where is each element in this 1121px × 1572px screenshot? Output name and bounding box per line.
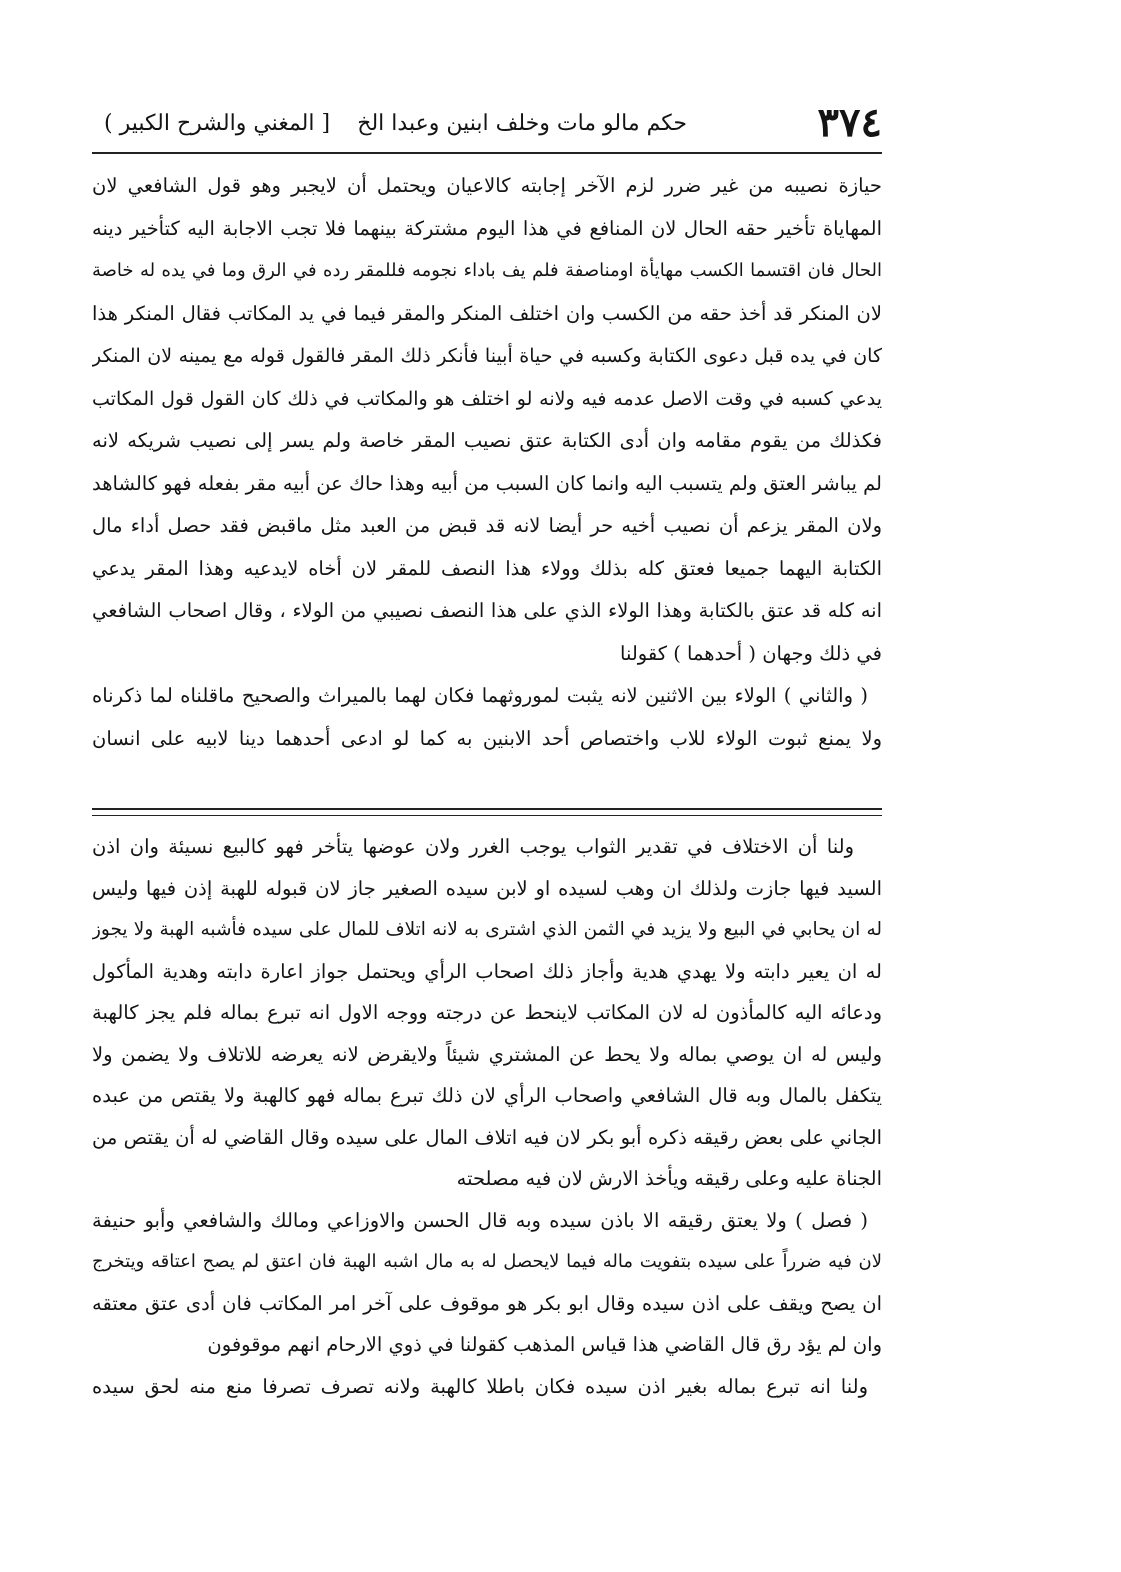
book-title: [ المغني والشرح الكبير ) xyxy=(104,111,331,136)
text-line: له ان يحابي في البيع ولا يزيد في الثمن الذي اشترى به لانه اتلاف للمال على سيده فأشبه الهبة ولا يجوز xyxy=(92,919,882,940)
text-line: ( والثاني ) الولاء بين الاثنين لانه يثبت لموروثهما فكان لهما بالميراث والصحيح ماقلناه لما ذكرناه xyxy=(92,684,868,707)
text-line: فكذلك من يقوم مقامه وان أدى الكتابة عتق نصيب المقر خاصة ولم يسر إلى نصيب شريكه لانه xyxy=(92,429,882,452)
text-line: ولنا انه تبرع بماله بغير اذن سيده فكان باطلا كالهبة ولانه تصرف تصرفا منع منه لحق سيده xyxy=(92,1374,868,1398)
text-line: انه كله قد عتق بالكتابة وهذا الولاء الذي على هذا النصف نصيبي من الولاء ، وقال اصحاب الشافعي xyxy=(92,599,882,622)
text-line: الكتابة اليهما جميعا فعتق كله بذلك وولاء هذا النصف للمقر لان أخاه لايدعيه وهذا المقر يدعي xyxy=(92,556,882,580)
text-line: له ان يعير دابته ولا يهدي هدية وأجاز ذلك اصحاب الرأي ويحتمل جواز اعارة دابته وهدية المأكول xyxy=(92,959,882,983)
text-line: الجناة عليه وعلى رقيقه ويأخذ الارش لان فيه مصلحته xyxy=(456,1167,882,1190)
text-line: كان في يده قبل دعوى الكتابة وكسبه في حياة أبينا فأنكر ذلك المقر فالقول قوله مع يمينه لان المنكر xyxy=(92,345,882,367)
text-line: ولنا أن الاختلاف في تقدير الثواب يوجب الغرر ولان عوضها يتأخر فهو كالبيع نسيئة وان اذن xyxy=(92,835,854,858)
text-line: حيازة نصيبه من غير ضرر لزم الآخر إجابته كالاعيان ويحتمل أن لايجبر وهو قول الشافعي لان xyxy=(92,174,882,197)
text-line: لان المنكر قد أخذ حقه من الكسب وان اختلف المنكر والمقر فيما في يد المكاتب فقال المنكر هذا xyxy=(92,301,882,325)
running-title: حكم مالو مات وخلف ابنين وعبدا الخ xyxy=(357,111,687,136)
text-line: ولان المقر يزعم أن نصيب أخيه حر أيضا لانه قد قبض من العبد مثل ماقبض فقد حصل أداء مال xyxy=(92,514,882,537)
page-number: ٣٧٤ xyxy=(817,99,882,146)
text-line: ودعائه اليه كالمأذون له لان المكاتب لاينحط عن درجته ووجه الاول انه تبرع بماله فلم يجز كالهبة xyxy=(92,1001,882,1024)
text-line: يدعي كسبه في وقت الاصل عدمه فيه ولانه لو اختلف هو والمكاتب في ذلك كان القول قول المكاتب xyxy=(92,387,882,410)
header-rule xyxy=(92,152,882,154)
main-text xyxy=(92,165,882,760)
section-divider xyxy=(92,808,882,816)
text-line: لم يباشر العتق ولم يتسبب اليه وانما كان السبب من أبيه وهذا حاك عن أبيه مقر بفعله فهو كالشاهد xyxy=(92,471,882,495)
text-line: يتكفل بالمال وبه قال الشافعي واصحاب الرأي لان ذلك تبرع بماله فهو كالهبة ولا يقتص من عبده xyxy=(92,1084,882,1107)
text-line: ان يصح ويقف على اذن سيده وقال ابو بكر هو موقوف على آخر امر المكاتب فان أدى عتق معتقه xyxy=(92,1291,882,1315)
text-line: وان لم يؤد رق قال القاضي هذا قياس المذهب كقولنا في ذوي الارحام انهم موقوفون xyxy=(207,1333,882,1356)
text-line: المهاياة تأخير حقه الحال لان المنافع في هذا اليوم مشتركة بينهما فلا تجب الاجابة اليه كتأخير دينه xyxy=(92,216,882,240)
page-header xyxy=(92,98,882,148)
text-line: ولا يمنع ثبوت الولاء للاب واختصاص أحد الابنين به كما لو ادعى أحدهما دينا لابيه على انسان xyxy=(92,726,882,750)
text-line: وليس له ان يوصي بماله ولا يحط عن المشتري شيئاً ولايقرض لانه يعرضه للاتلاف ولا يضمن ولا xyxy=(92,1042,882,1066)
text-line: الحال فان اقتسما الكسب مهايأة اومناصفة فلم يف باداء نجومه فللمقر رده في الرق وما في يده له خاصة xyxy=(92,260,882,281)
text-line: لان فيه ضرراً على سيده بتفويت ماله فيما لايحصل له به مال اشبه الهبة فان اعتق لم يصح اعتاقه ويتخرج xyxy=(92,1251,882,1272)
text-line: ( فصل ) ولا يعتق رقيقه الا باذن سيده وبه قال الحسن والاوزاعي ومالك والشافعي وأبو حنيفة xyxy=(92,1208,868,1232)
second-text xyxy=(92,826,882,1407)
text-line: في ذلك وجهان ( أحدهما ) كقولنا xyxy=(620,641,882,665)
text-line: الجاني على بعض رقيقه ذكره أبو بكر لان فيه اتلاف المال على سيده وقال القاضي له أن يقتص من xyxy=(92,1125,882,1149)
text-line: السيد فيها جازت ولذلك ان وهب لسيده او لابن سيده الصغير جاز لان قبوله للهبة إذن فيها وليس xyxy=(92,876,882,900)
